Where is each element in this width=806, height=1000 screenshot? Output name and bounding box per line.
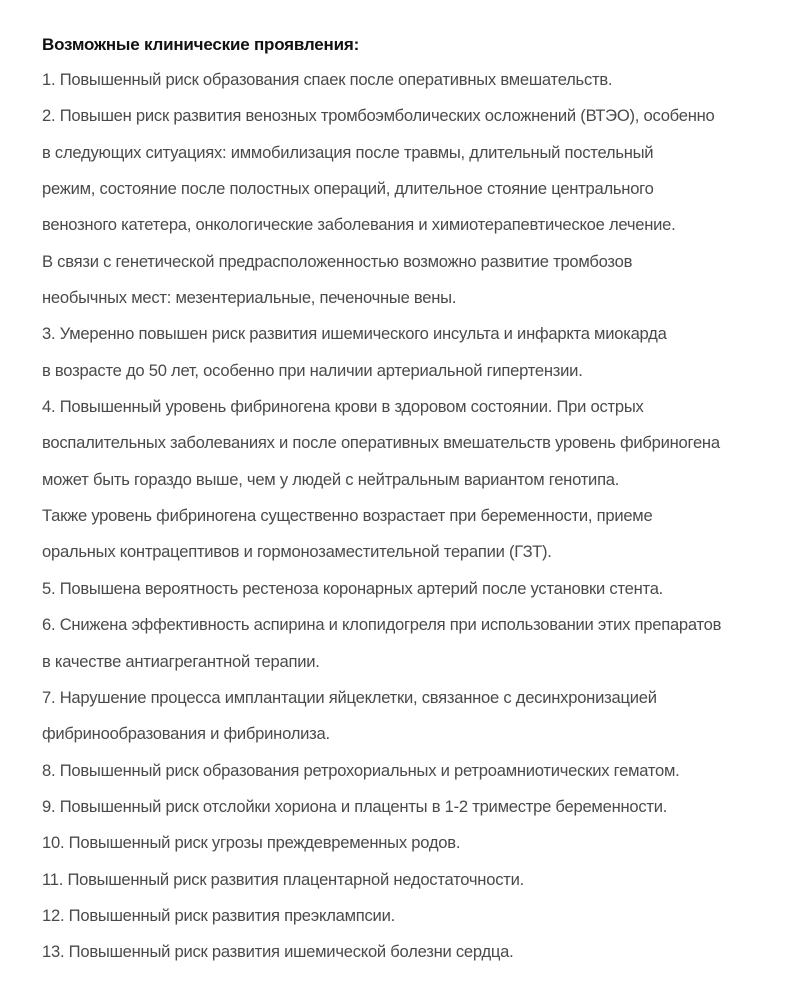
text-line: 11. Повышенный риск развития плацентарной недостаточности.	[42, 869, 524, 889]
text-line: 9. Повышенный риск отслойки хориона и плаценты в 1-2 триместре беременности.	[42, 796, 668, 816]
text-line: 12. Повышенный риск развития преэклампсии.	[42, 905, 395, 925]
text-line: режим, состояние после полостных операций, длительное стояние центрального	[42, 179, 654, 199]
text-line: необычных мест: мезентериальные, печеночные вены.	[42, 288, 457, 308]
text-line: может быть гораздо выше, чем у людей с нейтральным вариантом генотипа.	[42, 469, 620, 489]
text-line: 8. Повышенный риск образования ретрохориальных и ретроамниотических гематом.	[42, 760, 680, 780]
text-line: венозного катетера, онкологические заболевания и химиотерапевтическое лечение.	[42, 215, 676, 235]
section-heading: Возможные клинические проявления:	[42, 35, 360, 54]
document-body	[42, 30, 802, 971]
text-line: 3. Умеренно повышен риск развития ишемического инсульта и инфаркта миокарда	[42, 324, 667, 344]
text-line: Также уровень фибриногена существенно возрастает при беременности, приеме	[42, 506, 653, 526]
text-line: 2. Повышен риск развития венозных тромбоэмболических осложнений (ВТЭО), особенно	[42, 106, 715, 126]
text-line: в качестве антиагрегантной терапии.	[42, 651, 320, 671]
text-line: 7. Нарушение процесса имплантации яйцеклетки, связанное с десинхронизацией	[42, 687, 657, 707]
text-line: в возрасте до 50 лет, особенно при наличии артериальной гипертензии.	[42, 360, 583, 380]
text-line: 1. Повышенный риск образования спаек после оперативных вмешательств.	[42, 70, 613, 89]
text-line: 6. Снижена эффективность аспирина и клопидогреля при использовании этих препаратов	[42, 615, 722, 635]
text-line: воспалительных заболеваниях и после оперативных вмешательств уровень фибриногена	[42, 433, 720, 453]
text-line: В связи с генетической предрасположенностью возможно развитие тромбозов	[42, 251, 633, 271]
text-line: оральных контрацептивов и гормонозаместительной терапии (ГЗТ).	[42, 542, 552, 562]
text-line: 13. Повышенный риск развития ишемической болезни сердца.	[42, 942, 514, 962]
text-line: 5. Повышена вероятность рестеноза коронарных артерий после установки стента.	[42, 578, 664, 598]
text-line: 10. Повышенный риск угрозы преждевременных родов.	[42, 833, 461, 853]
text-line: 4. Повышенный уровень фибриногена крови в здоровом состоянии. При острых	[42, 397, 644, 417]
text-line: в следующих ситуациях: иммобилизация после травмы, длительный постельный	[42, 142, 654, 162]
text-line: фибринообразования и фибринолиза.	[42, 724, 330, 744]
